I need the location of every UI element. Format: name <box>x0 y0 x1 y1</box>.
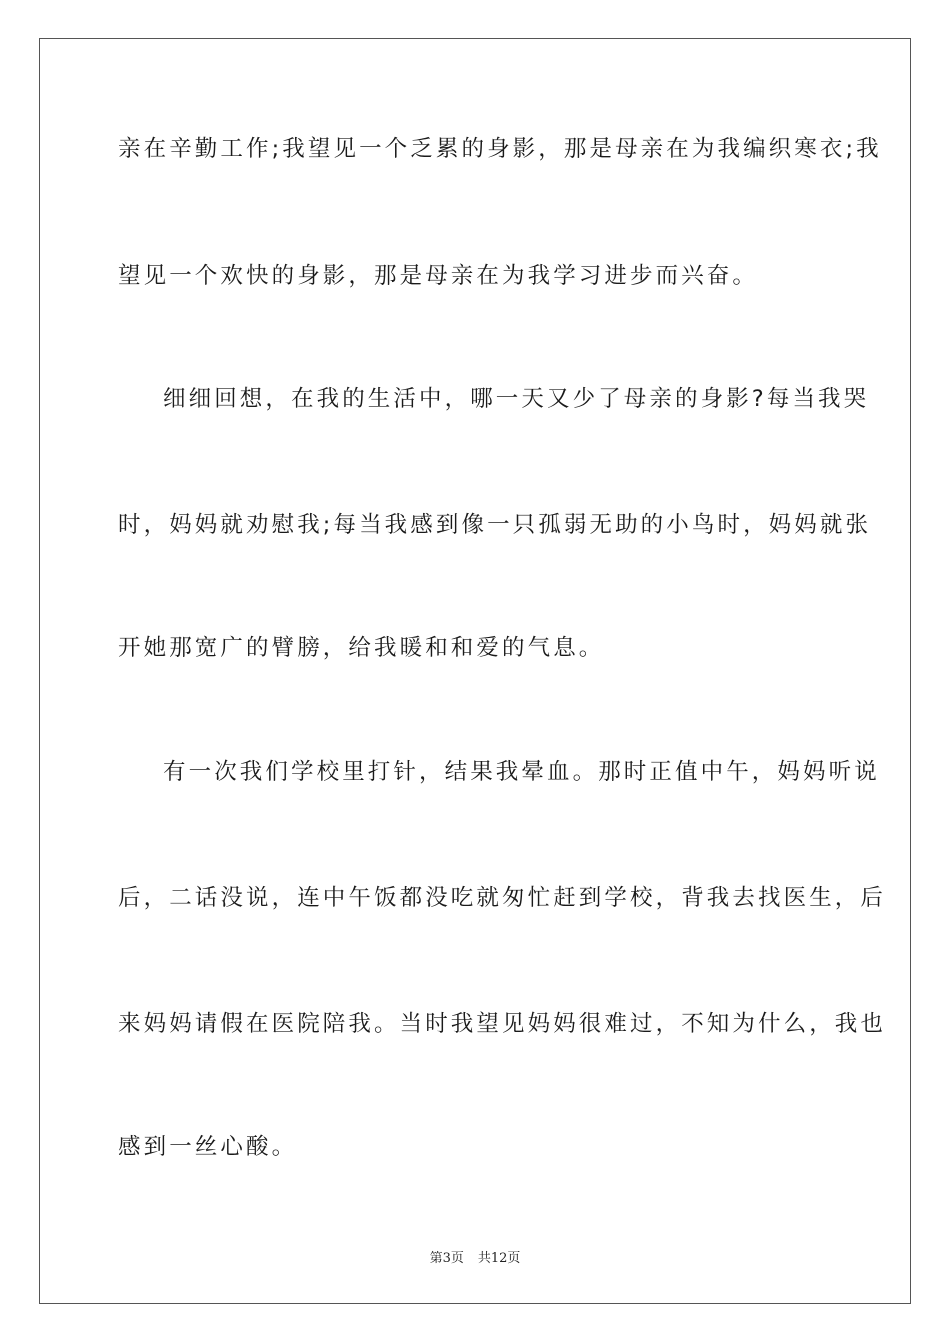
page-border <box>39 38 911 1304</box>
text-line: 来妈妈请假在医院陪我。当时我望见妈妈很难过，不知为什么，我也 <box>118 1011 887 1037</box>
text-line: 后，二话没说，连中午饭都没吃就匆忙赶到学校，背我去找医生，后 <box>118 885 887 911</box>
page-footer <box>0 1247 950 1266</box>
page-number: 第3页 <box>429 1251 464 1266</box>
text-line: 感到一丝心酸。 <box>118 1134 298 1160</box>
text-line: 时，妈妈就劝慰我;每当我感到像一只孤弱无助的小鸟时，妈妈就张 <box>118 512 872 538</box>
text-line: 亲在辛勤工作;我望见一个乏累的身影，那是母亲在为我编织寒衣;我 <box>118 136 882 162</box>
text-line: 望见一个欢快的身影，那是母亲在为我学习进步而兴奋。 <box>118 263 759 289</box>
paragraph-start-line: 有一次我们学校里打针，结果我晕血。那时正值中午，妈妈听说 <box>163 759 880 785</box>
paragraph-start-line: 细细回想，在我的生活中，哪一天又少了母亲的身影?每当我哭 <box>163 386 870 412</box>
text-line: 开她那宽广的臂膀，给我暖和和爱的气息。 <box>118 635 605 661</box>
page-total: 共12页 <box>477 1251 521 1266</box>
